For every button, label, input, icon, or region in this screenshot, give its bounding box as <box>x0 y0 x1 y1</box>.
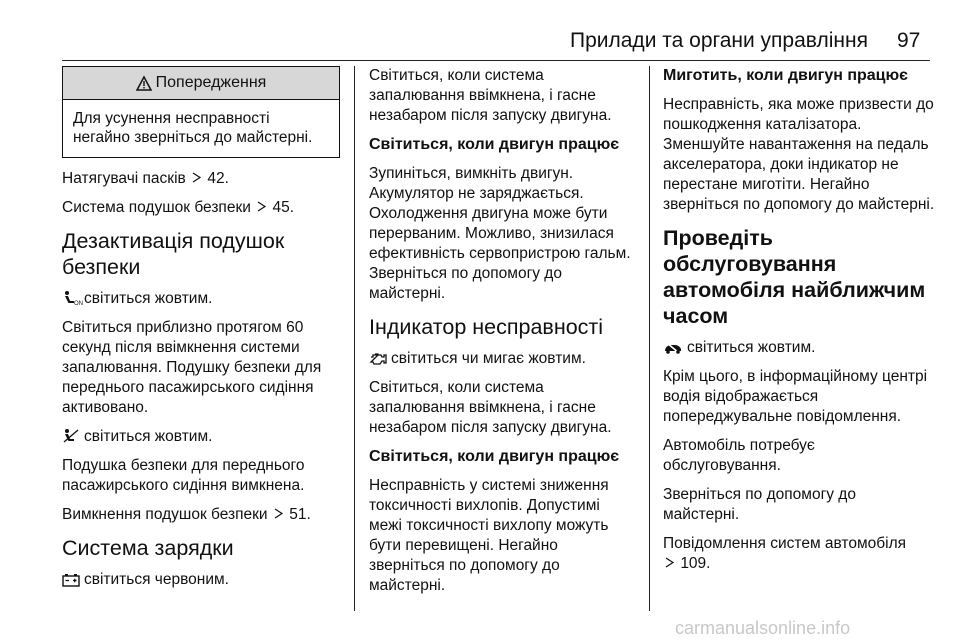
page-reference-link[interactable]: 109. <box>680 555 711 572</box>
page-reference-link[interactable]: 45. <box>272 199 295 216</box>
column-divider-1 <box>354 66 355 611</box>
reference-arrow-icon <box>665 557 674 568</box>
paragraph <box>369 349 637 369</box>
column-2 <box>369 66 637 605</box>
paragraph <box>62 505 340 525</box>
service-status: світиться жовтим. <box>687 339 816 356</box>
battery-icon <box>62 573 80 587</box>
engine-check-icon <box>369 352 387 366</box>
section-heading-service-vehicle: Проведіть обслуговування автомобіля найближчим часом <box>663 226 926 328</box>
text-airbag-disable: Вимкнення подушок безпеки <box>62 506 268 523</box>
paragraph <box>663 534 935 574</box>
svg-text:ON: ON <box>74 301 83 307</box>
airbag-off-status: світиться жовтим. <box>84 428 213 445</box>
airbag-on-status: світиться жовтим. <box>84 290 213 307</box>
paragraph: Подушка безпеки для переднього пасажирського сидіння вимкнена. <box>62 457 305 494</box>
reference-arrow-icon <box>192 172 201 183</box>
paragraph <box>663 338 935 358</box>
section-heading-charging-system: Система зарядки <box>62 536 234 560</box>
column-divider-2 <box>649 66 650 611</box>
paragraph <box>62 570 340 590</box>
airbag-off-icon <box>62 428 80 444</box>
paragraph: Світиться, коли система запалювання ввімкнена, і гасне незабаром після запуску двигуна. <box>369 379 612 436</box>
subheading-engine-running-2: Світиться, коли двигун працює <box>369 448 620 465</box>
column-3 <box>663 66 935 583</box>
reference-arrow-icon <box>257 201 266 212</box>
paragraph: Несправність у системі зниження токсичності вихлопів. Допустимі межі токсичності вихлопу можуть бути перевищені. Негайно зверніться по допомогу до майстерні. <box>369 477 609 594</box>
paragraph <box>62 169 340 189</box>
warning-header <box>63 67 339 100</box>
paragraph: Зверніться по допомогу до майстерні. <box>663 486 856 523</box>
section-heading-malfunction-indicator: Індикатор несправності <box>369 315 604 339</box>
warning-box <box>62 66 340 158</box>
text-vehicle-messages: Повідомлення систем автомобіля <box>663 535 907 552</box>
page-reference-link[interactable]: 51. <box>289 506 311 523</box>
paragraph: Автомобіль потребує обслуговування. <box>663 437 815 474</box>
page-number: 97 <box>897 29 921 52</box>
page-reference-link[interactable]: 42. <box>207 170 229 187</box>
paragraph: Крім цього, в інформаційному центрі водія відображається попереджувальне повідомлення. <box>663 368 928 425</box>
section-heading-airbag-deactivation: Дезактивація подушок безпеки <box>62 229 285 279</box>
watermark: carmanualsonline.info <box>675 618 851 638</box>
paragraph: Несправність, яка може призвести до пошкодження каталізатора. Зменшуйте навантаження на педаль акселератора, доки індикатор не перестане миготіти. Негайно зверніться по допомогу до майстерні. <box>663 96 935 213</box>
subheading-engine-running: Світиться, коли двигун працює <box>369 136 620 153</box>
paragraph <box>62 427 340 447</box>
text-belt-tensioners: Натягувачі пасків <box>62 170 186 187</box>
page-header <box>0 24 960 62</box>
charging-status: світиться червоним. <box>84 571 229 588</box>
warning-title: Попередження <box>155 74 267 91</box>
paragraph <box>62 289 340 309</box>
paragraph: Світиться, коли система запалювання ввімкнена, і гасне незабаром після запуску двигуна. <box>369 67 612 124</box>
text-airbag-system: Система подушок безпеки <box>62 199 251 216</box>
paragraph <box>62 198 340 218</box>
page-title: Прилади та органи управління <box>570 29 868 52</box>
paragraph: Зупиніться, вимкніть двигун. Акумулятор не заряджається. Охолодження двигуна може бути перерваним. Можливо, знизилася ефективність сервопристрою гальм. Зверніться по допомогу до майстерні. <box>369 165 631 302</box>
paragraph: Світиться приблизно протягом 60 секунд після ввімкнення системи запалювання. Подушку безпеки для переднього пасажирського сидіння активовано. <box>62 319 322 416</box>
column-1 <box>62 66 340 599</box>
subheading-flashing: Миготить, коли двигун працює <box>663 67 909 84</box>
reference-arrow-icon <box>274 508 283 519</box>
malfunction-status: світиться чи мигає жовтим. <box>391 350 586 367</box>
warning-text: Для усунення несправності негайно зверніться до майстерні. <box>73 110 313 146</box>
service-wrench-icon <box>663 341 683 355</box>
warning-triangle-icon <box>136 76 152 91</box>
header-divider <box>62 60 930 61</box>
airbag-on-icon <box>62 290 83 307</box>
